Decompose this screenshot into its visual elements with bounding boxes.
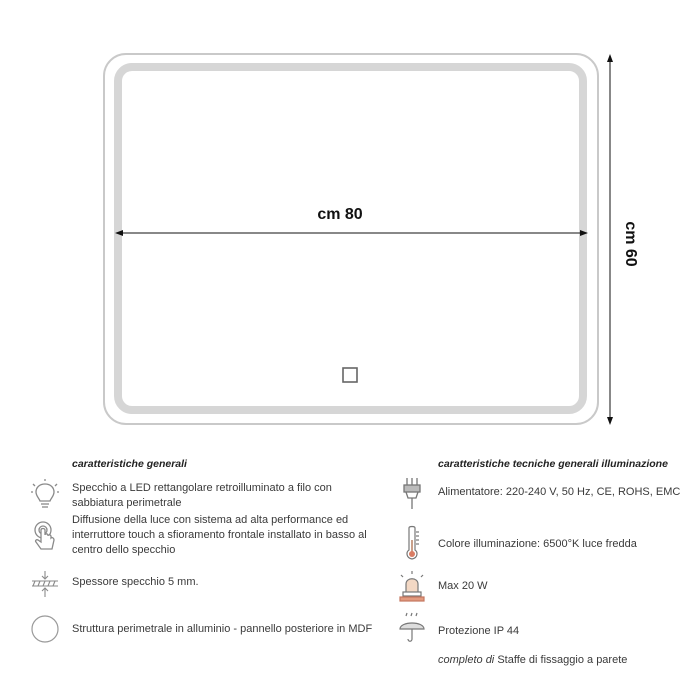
height-arrow-top bbox=[607, 54, 613, 62]
accessory-line bbox=[438, 653, 698, 668]
lighting-item-2: Colore illuminazione: 6500°K luce fredda bbox=[438, 538, 637, 550]
thickness-icon bbox=[30, 570, 60, 604]
accessory-text: Staffe di fissaggio a parete bbox=[497, 654, 628, 666]
general-item-2: Diffusione della luce con sistema ad alta performance ed interruttore touch a sfioramento frontale installato in basso al centro dello specchio bbox=[72, 514, 367, 556]
lighting-heading: caratteristiche tecniche generali illuminazione bbox=[438, 458, 668, 470]
general-item-1: Specchio a LED rettangolare retroilluminato a filo con sabbiatura perimetrale bbox=[72, 482, 332, 509]
height-label: cm 60 bbox=[622, 221, 639, 267]
lamp-icon bbox=[397, 570, 427, 606]
lighting-item-3: Max 20 W bbox=[438, 580, 488, 592]
thermometer-icon bbox=[399, 524, 425, 564]
lightbulb-icon bbox=[30, 478, 60, 512]
plug-icon bbox=[399, 476, 425, 510]
width-label: cm 80 bbox=[317, 206, 363, 223]
height-arrow-bottom bbox=[607, 417, 613, 425]
general-item-4: Struttura perimetrale in alluminio - pannello posteriore in MDF bbox=[72, 623, 373, 635]
accessory-prefix: completo di bbox=[438, 654, 495, 666]
circle-frame-icon bbox=[30, 614, 60, 644]
mirror-led-strip bbox=[118, 67, 583, 410]
general-heading: caratteristiche generali bbox=[72, 458, 187, 470]
general-item-3: Spessore specchio 5 mm. bbox=[72, 576, 199, 588]
touch-switch-icon bbox=[343, 368, 357, 382]
lighting-item-4: Protezione IP 44 bbox=[438, 625, 520, 637]
umbrella-rain-icon bbox=[397, 612, 427, 648]
lighting-item-1: Alimentatore: 220-240 V, 50 Hz, CE, ROHS, EMC bbox=[438, 486, 681, 498]
touch-hand-icon bbox=[30, 520, 60, 554]
